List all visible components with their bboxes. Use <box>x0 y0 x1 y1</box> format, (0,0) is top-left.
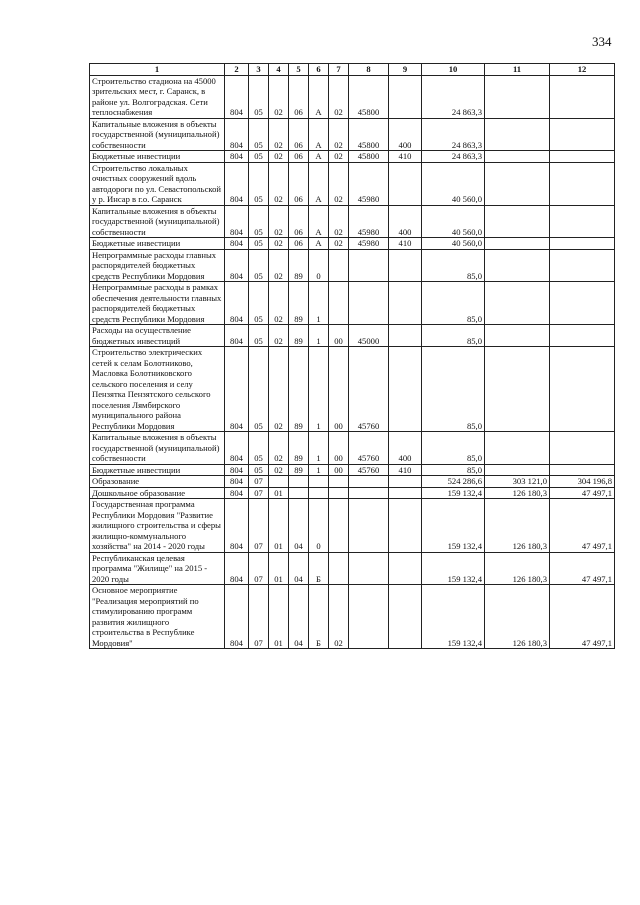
event-code-cell: 00 <box>329 432 349 465</box>
event-code-cell <box>329 499 349 553</box>
target-code-cell: 45800 <box>349 75 389 118</box>
subprogram-code-cell: 1 <box>309 347 329 432</box>
column-header: 6 <box>309 64 329 76</box>
target-code-cell: 45800 <box>349 151 389 163</box>
amount-col12-cell: 304 196,8 <box>550 476 615 488</box>
row-name-cell: Бюджетные инвестиции <box>90 238 225 250</box>
program-code-cell: 89 <box>289 249 309 282</box>
table-row <box>90 347 615 432</box>
table-row <box>90 552 615 585</box>
section-code-cell: 804 <box>225 118 249 151</box>
amount-col10-cell: 85,0 <box>422 432 485 465</box>
program-code-cell: 06 <box>289 118 309 151</box>
row-name-cell: Основное мероприятие "Реализация мероприятий по стимулированию программ развития жилищного строительства в Республике Мордовия" <box>90 585 225 649</box>
amount-col11-cell <box>485 432 550 465</box>
subsection-code-cell: 02 <box>269 249 289 282</box>
amount-col11-cell: 126 180,3 <box>485 499 550 553</box>
amount-col10-cell: 85,0 <box>422 325 485 347</box>
program-code-cell: 06 <box>289 205 309 238</box>
program-code-cell: 06 <box>289 238 309 250</box>
amount-col10-cell: 24 863,3 <box>422 75 485 118</box>
chapter-code-cell: 07 <box>249 487 269 499</box>
target-code-cell: 45760 <box>349 464 389 476</box>
amount-col11-cell <box>485 151 550 163</box>
amount-col10-cell: 40 560,0 <box>422 238 485 250</box>
expense-type-cell: 410 <box>389 151 422 163</box>
subsection-code-cell: 02 <box>269 205 289 238</box>
table-row <box>90 162 615 205</box>
amount-col10-cell: 159 132,4 <box>422 487 485 499</box>
amount-col10-cell: 85,0 <box>422 282 485 325</box>
event-code-cell <box>329 552 349 585</box>
amount-col12-cell: 47 497,1 <box>550 487 615 499</box>
subsection-code-cell: 01 <box>269 499 289 553</box>
event-code-cell <box>329 476 349 488</box>
chapter-code-cell: 05 <box>249 464 269 476</box>
amount-col12-cell <box>550 162 615 205</box>
amount-col11-cell <box>485 205 550 238</box>
event-code-cell <box>329 487 349 499</box>
amount-col10-cell: 24 863,3 <box>422 118 485 151</box>
program-code-cell: 89 <box>289 282 309 325</box>
amount-col10-cell: 159 132,4 <box>422 499 485 553</box>
column-header: 7 <box>329 64 349 76</box>
event-code-cell: 00 <box>329 464 349 476</box>
expense-type-cell: 410 <box>389 464 422 476</box>
table-row <box>90 282 615 325</box>
row-name-cell: Строительство электрических сетей к селам Болотниково, Масловка Болотниковского сельского поселения и селу Пензятка Пензятского сельского поселения Лямбирского муниципального района Республики Мордовия <box>90 347 225 432</box>
amount-col11-cell <box>485 238 550 250</box>
amount-col11-cell <box>485 118 550 151</box>
expense-type-cell <box>389 476 422 488</box>
chapter-code-cell: 07 <box>249 476 269 488</box>
section-code-cell: 804 <box>225 476 249 488</box>
event-code-cell: 02 <box>329 151 349 163</box>
column-header: 5 <box>289 64 309 76</box>
section-code-cell: 804 <box>225 464 249 476</box>
subprogram-code-cell: А <box>309 162 329 205</box>
amount-col10-cell: 40 560,0 <box>422 162 485 205</box>
expense-type-cell <box>389 499 422 553</box>
table-row <box>90 325 615 347</box>
subsection-code-cell: 02 <box>269 464 289 476</box>
program-code-cell: 04 <box>289 499 309 553</box>
amount-col11-cell: 303 121,0 <box>485 476 550 488</box>
event-code-cell <box>329 249 349 282</box>
table-row <box>90 205 615 238</box>
expense-type-cell: 410 <box>389 238 422 250</box>
program-code-cell: 89 <box>289 325 309 347</box>
target-code-cell: 45980 <box>349 162 389 205</box>
section-code-cell: 804 <box>225 282 249 325</box>
chapter-code-cell: 05 <box>249 238 269 250</box>
section-code-cell: 804 <box>225 205 249 238</box>
amount-col12-cell <box>550 325 615 347</box>
chapter-code-cell: 07 <box>249 585 269 649</box>
row-name-cell: Строительство стадиона на 45000 зрительских мест, г. Саранск, в районе ул. Волгоградская. Сети теплоснабжения <box>90 75 225 118</box>
amount-col12-cell <box>550 249 615 282</box>
expense-type-cell: 400 <box>389 118 422 151</box>
column-header: 11 <box>485 64 550 76</box>
amount-col11-cell: 126 180,3 <box>485 552 550 585</box>
section-code-cell: 804 <box>225 347 249 432</box>
amount-col12-cell <box>550 118 615 151</box>
target-code-cell <box>349 487 389 499</box>
budget-table <box>89 63 615 649</box>
subsection-code-cell: 02 <box>269 162 289 205</box>
subprogram-code-cell: А <box>309 75 329 118</box>
table-row <box>90 487 615 499</box>
column-header: 12 <box>550 64 615 76</box>
program-code-cell: 04 <box>289 552 309 585</box>
expense-type-cell <box>389 249 422 282</box>
expense-type-cell <box>389 585 422 649</box>
amount-col10-cell: 85,0 <box>422 347 485 432</box>
amount-col12-cell: 47 497,1 <box>550 499 615 553</box>
subprogram-code-cell <box>309 487 329 499</box>
expense-type-cell: 400 <box>389 205 422 238</box>
subsection-code-cell: 02 <box>269 432 289 465</box>
row-name-cell: Непрограммные расходы в рамках обеспечения деятельности главных распорядителей бюджетных средств Республики Мордовия <box>90 282 225 325</box>
amount-col11-cell: 126 180,3 <box>485 487 550 499</box>
program-code-cell: 89 <box>289 347 309 432</box>
target-code-cell <box>349 282 389 325</box>
target-code-cell: 45800 <box>349 118 389 151</box>
amount-col10-cell: 40 560,0 <box>422 205 485 238</box>
chapter-code-cell: 07 <box>249 499 269 553</box>
row-name-cell: Капитальные вложения в объекты государственной (муниципальной) собственности <box>90 432 225 465</box>
chapter-code-cell: 05 <box>249 325 269 347</box>
subsection-code-cell: 02 <box>269 325 289 347</box>
amount-col12-cell <box>550 151 615 163</box>
amount-col12-cell <box>550 282 615 325</box>
amount-col10-cell: 85,0 <box>422 249 485 282</box>
amount-col12-cell <box>550 75 615 118</box>
subsection-code-cell <box>269 476 289 488</box>
subprogram-code-cell: А <box>309 151 329 163</box>
event-code-cell: 02 <box>329 238 349 250</box>
subprogram-code-cell: 0 <box>309 249 329 282</box>
expense-type-cell <box>389 552 422 585</box>
subprogram-code-cell <box>309 476 329 488</box>
program-code-cell <box>289 487 309 499</box>
subprogram-code-cell: А <box>309 205 329 238</box>
event-code-cell: 02 <box>329 585 349 649</box>
subsection-code-cell: 02 <box>269 151 289 163</box>
column-header: 3 <box>249 64 269 76</box>
row-name-cell: Образование <box>90 476 225 488</box>
table-row <box>90 75 615 118</box>
program-code-cell: 89 <box>289 464 309 476</box>
subsection-code-cell: 02 <box>269 347 289 432</box>
amount-col11-cell <box>485 325 550 347</box>
table-row <box>90 499 615 553</box>
target-code-cell <box>349 585 389 649</box>
subprogram-code-cell: 1 <box>309 282 329 325</box>
program-code-cell: 06 <box>289 162 309 205</box>
section-code-cell: 804 <box>225 75 249 118</box>
row-name-cell: Строительство локальных очистных сооружений вдоль автодороги по ул. Севастопольской у р. Инсар в г.о. Саранск <box>90 162 225 205</box>
row-name-cell: Бюджетные инвестиции <box>90 464 225 476</box>
amount-col11-cell <box>485 162 550 205</box>
amount-col12-cell: 47 497,1 <box>550 585 615 649</box>
program-code-cell: 89 <box>289 432 309 465</box>
expense-type-cell <box>389 347 422 432</box>
section-code-cell: 804 <box>225 238 249 250</box>
amount-col10-cell: 159 132,4 <box>422 585 485 649</box>
chapter-code-cell: 05 <box>249 249 269 282</box>
amount-col11-cell <box>485 249 550 282</box>
subprogram-code-cell: 1 <box>309 464 329 476</box>
chapter-code-cell: 05 <box>249 162 269 205</box>
chapter-code-cell: 05 <box>249 432 269 465</box>
amount-col10-cell: 24 863,3 <box>422 151 485 163</box>
subsection-code-cell: 02 <box>269 282 289 325</box>
subprogram-code-cell: Б <box>309 552 329 585</box>
amount-col11-cell: 126 180,3 <box>485 585 550 649</box>
subprogram-code-cell: 0 <box>309 499 329 553</box>
program-code-cell: 06 <box>289 75 309 118</box>
subsection-code-cell: 02 <box>269 238 289 250</box>
column-header: 4 <box>269 64 289 76</box>
amount-col10-cell: 85,0 <box>422 464 485 476</box>
row-name-cell: Непрограммные расходы главных распорядителей бюджетных средств Республики Мордовия <box>90 249 225 282</box>
page-number: 334 <box>592 34 612 49</box>
chapter-code-cell: 07 <box>249 552 269 585</box>
table-row <box>90 464 615 476</box>
column-header: 9 <box>389 64 422 76</box>
program-code-cell: 04 <box>289 585 309 649</box>
chapter-code-cell: 05 <box>249 205 269 238</box>
row-name-cell: Государственная программа Республики Мордовия "Развитие жилищного строительства и сферы жилищно-коммунального хозяйства" на 2014 - 2020 годы <box>90 499 225 553</box>
subprogram-code-cell: А <box>309 238 329 250</box>
section-code-cell: 804 <box>225 585 249 649</box>
table-row <box>90 432 615 465</box>
table-row <box>90 118 615 151</box>
expense-type-cell <box>389 282 422 325</box>
subsection-code-cell: 01 <box>269 585 289 649</box>
section-code-cell: 804 <box>225 151 249 163</box>
subprogram-code-cell: 1 <box>309 325 329 347</box>
target-code-cell: 45760 <box>349 432 389 465</box>
target-code-cell <box>349 552 389 585</box>
row-name-cell: Республиканская целевая программа "Жилище" на 2015 - 2020 годы <box>90 552 225 585</box>
expense-type-cell <box>389 75 422 118</box>
section-code-cell: 804 <box>225 552 249 585</box>
target-code-cell <box>349 249 389 282</box>
event-code-cell <box>329 282 349 325</box>
column-header: 2 <box>225 64 249 76</box>
subprogram-code-cell: А <box>309 118 329 151</box>
target-code-cell: 45980 <box>349 205 389 238</box>
amount-col12-cell <box>550 238 615 250</box>
event-code-cell: 02 <box>329 75 349 118</box>
row-name-cell: Бюджетные инвестиции <box>90 151 225 163</box>
amount-col11-cell <box>485 347 550 432</box>
table-row <box>90 476 615 488</box>
column-header: 10 <box>422 64 485 76</box>
program-code-cell <box>289 476 309 488</box>
table-header-row <box>90 64 615 76</box>
row-name-cell: Дошкольное образование <box>90 487 225 499</box>
table-row <box>90 249 615 282</box>
event-code-cell: 02 <box>329 118 349 151</box>
row-name-cell: Капитальные вложения в объекты государственной (муниципальной) собственности <box>90 118 225 151</box>
section-code-cell: 804 <box>225 487 249 499</box>
target-code-cell: 45760 <box>349 347 389 432</box>
target-code-cell <box>349 476 389 488</box>
column-header: 8 <box>349 64 389 76</box>
target-code-cell: 45980 <box>349 238 389 250</box>
column-header: 1 <box>90 64 225 76</box>
chapter-code-cell: 05 <box>249 75 269 118</box>
expense-type-cell <box>389 487 422 499</box>
subsection-code-cell: 01 <box>269 552 289 585</box>
expense-type-cell <box>389 162 422 205</box>
expense-type-cell <box>389 325 422 347</box>
subprogram-code-cell: Б <box>309 585 329 649</box>
row-name-cell: Расходы на осуществление бюджетных инвестиций <box>90 325 225 347</box>
amount-col12-cell <box>550 205 615 238</box>
amount-col12-cell: 47 497,1 <box>550 552 615 585</box>
expense-type-cell: 400 <box>389 432 422 465</box>
subsection-code-cell: 01 <box>269 487 289 499</box>
amount-col12-cell <box>550 432 615 465</box>
section-code-cell: 804 <box>225 249 249 282</box>
chapter-code-cell: 05 <box>249 282 269 325</box>
amount-col11-cell <box>485 282 550 325</box>
event-code-cell: 02 <box>329 162 349 205</box>
chapter-code-cell: 05 <box>249 118 269 151</box>
event-code-cell: 00 <box>329 347 349 432</box>
event-code-cell: 00 <box>329 325 349 347</box>
amount-col12-cell <box>550 464 615 476</box>
amount-col10-cell: 159 132,4 <box>422 552 485 585</box>
subprogram-code-cell: 1 <box>309 432 329 465</box>
amount-col10-cell: 524 286,6 <box>422 476 485 488</box>
table-row <box>90 238 615 250</box>
row-name-cell: Капитальные вложения в объекты государственной (муниципальной) собственности <box>90 205 225 238</box>
table-row <box>90 151 615 163</box>
amount-col11-cell <box>485 464 550 476</box>
table-row <box>90 585 615 649</box>
subsection-code-cell: 02 <box>269 75 289 118</box>
section-code-cell: 804 <box>225 432 249 465</box>
chapter-code-cell: 05 <box>249 347 269 432</box>
section-code-cell: 804 <box>225 162 249 205</box>
subsection-code-cell: 02 <box>269 118 289 151</box>
section-code-cell: 804 <box>225 499 249 553</box>
amount-col12-cell <box>550 347 615 432</box>
program-code-cell: 06 <box>289 151 309 163</box>
target-code-cell: 45000 <box>349 325 389 347</box>
section-code-cell: 804 <box>225 325 249 347</box>
event-code-cell: 02 <box>329 205 349 238</box>
amount-col11-cell <box>485 75 550 118</box>
target-code-cell <box>349 499 389 553</box>
chapter-code-cell: 05 <box>249 151 269 163</box>
